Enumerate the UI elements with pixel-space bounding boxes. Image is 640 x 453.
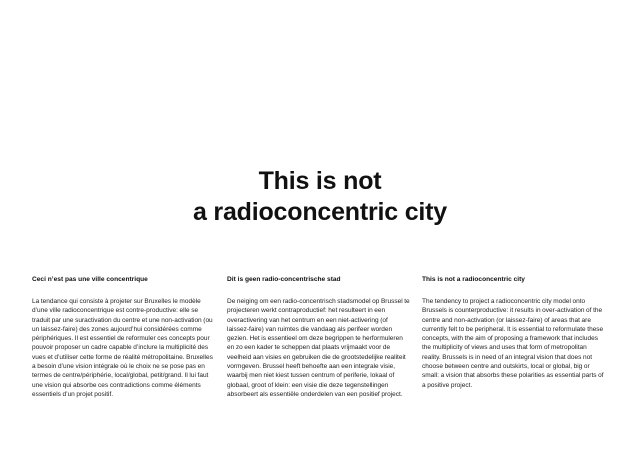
column-french [32,276,216,399]
column-body-english: The tendency to project a radioconcentric city model onto Brussels is counterproductive: it results in over-activation of the centre and non-activation (or laissez-faire) of areas that are currently felt to be peripheral. It is essential to reformulate these concepts, with the aim of proposing a framework that includes the multiplicity of views and uses that form of metropolitan reality. Brussels is in need of an integral vision that does not choose between centre and outskirts, local or global, big or small: a vision that absorbs these polarities as essential parts of a positive project. [422,298,604,389]
title-line-2: a radioconcentric city [192,198,448,226]
column-heading-english: This is not a radioconcentric city [422,276,525,283]
column-english [422,276,606,390]
column-heading-french: Ceci n’est pas une ville concentrique [32,276,148,283]
column-heading-dutch: Dit is geen radio-concentrische stad [227,276,341,283]
column-body-dutch: De neiging om een radio-concentrisch stadsmodel op Brussel te projecteren werkt contraproductief: het resulteert in een overactivering van het centrum en een niet-activering (of laissez-faire) van ruimtes die vandaag als perifeer worden gezien. Het is essentieel om deze begrippen te herformuleren en zo een kader te scheppen dat plaats vrijmaakt voor de veelheid aan visies en gebruiken die de grootstedelijke realiteit vormgeven. Brussel heeft behoefte aan een integrale visie, waarbij men niet kiest tussen centrum of periferie, lokaal of globaal, groot of klein: een visie die deze tegenstellingen absorbeert als essentiële onderdelen van een positief project. [227,298,410,398]
title-line-1: This is not [258,167,382,195]
column-body-french: La tendance qui consiste à projeter sur Bruxelles le modèle d’une ville radioconcentrique est contre-productive: elle se traduit par une suractivation du centre et une non-activation (ou un laissez-faire) des zones aujourd’hui considérées comme périphériques. Il est essentiel de reformuler ces concepts pour pouvoir proposer un cadre capable d’inclure la multiplicité des vues et d’utiliser cette forme de réalité métropolitaine. Bruxelles a besoin d’une vision intégrale où le choix ne se pose pas en termes de centre/périphérie, local/global, petit/grand. Il lui faut une vision qui absorbe ces contradictions comme éléments essentiels d’un projet positif. [32,298,213,398]
column-dutch [227,276,411,399]
page-title [0,166,640,228]
